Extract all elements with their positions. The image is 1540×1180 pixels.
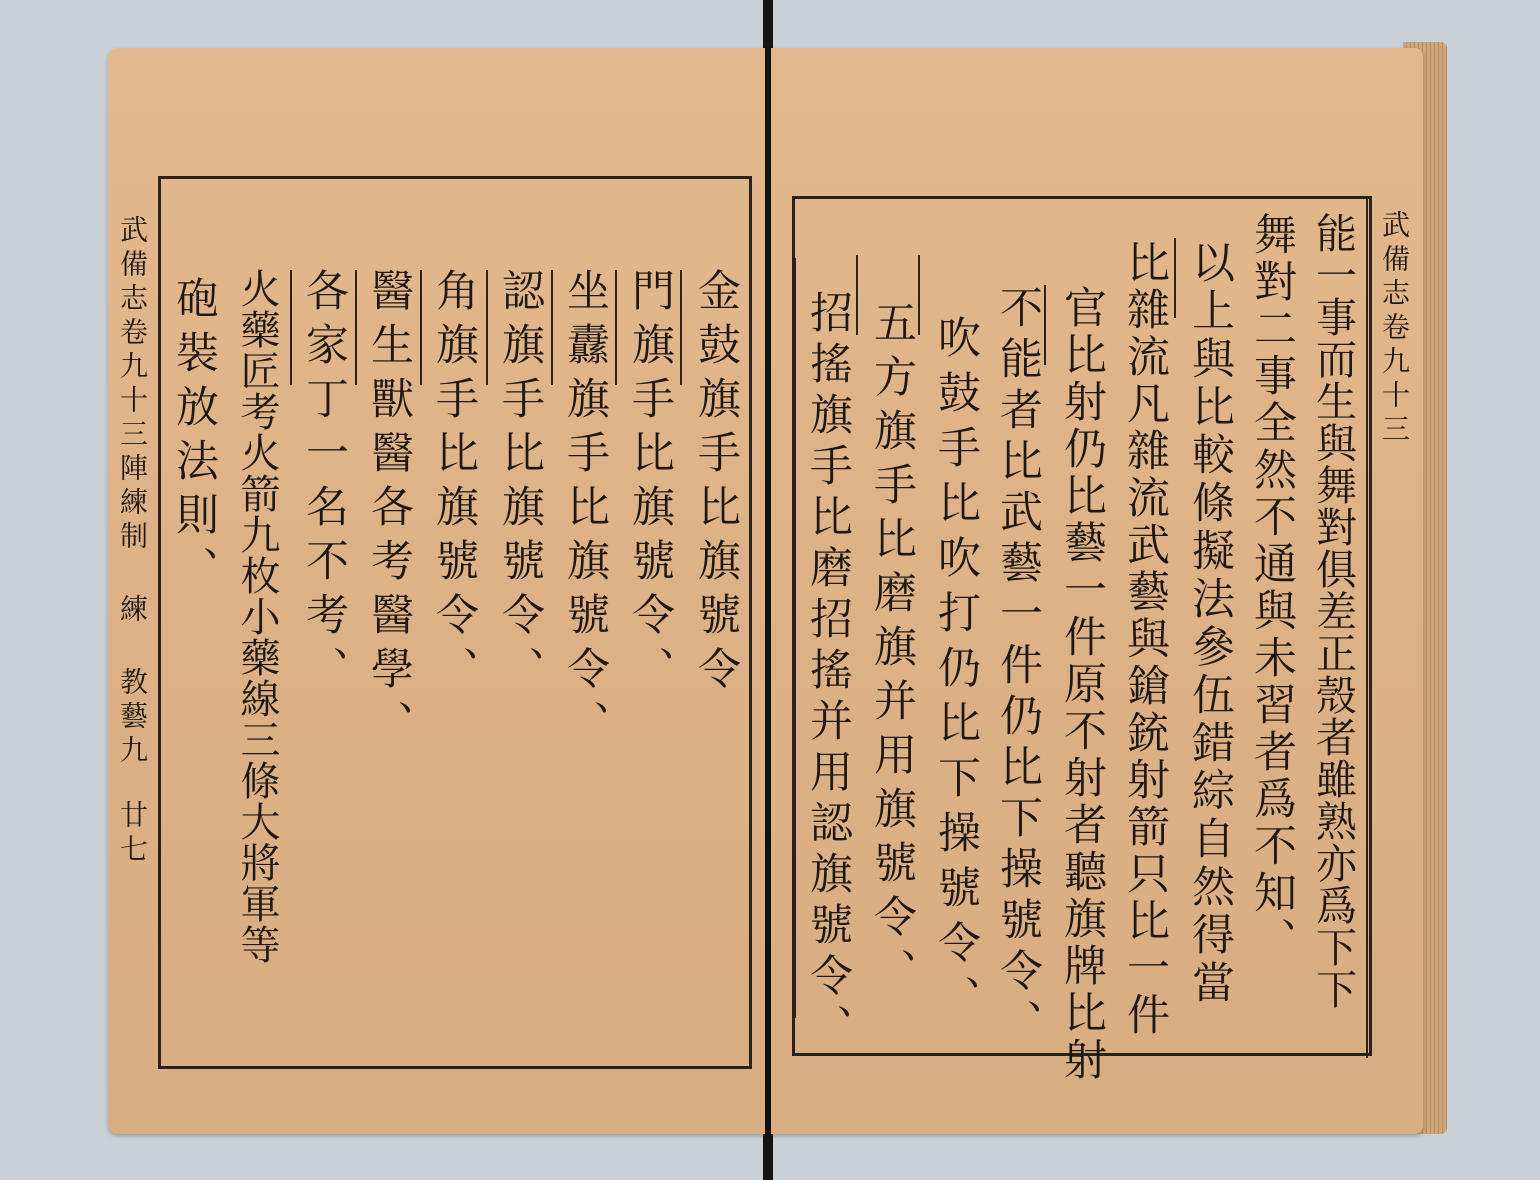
column-rule (680, 270, 682, 385)
left-column-1: 金鼓旗手比旗號令 (691, 268, 741, 700)
right-column-2: 舞對二事全然不通與未習者爲不知、 (1247, 212, 1297, 964)
right-column-3: 以上與比較條擬法參伍錯綜自然得當 (1185, 240, 1235, 1008)
right-column-9: 招搖旗手比磨招搖并用認旗號令、 (803, 290, 853, 1055)
column-rule (856, 255, 858, 335)
left-column-7: 各家丁一名不考、 (299, 268, 349, 700)
right-column-8: 五方旗手比磨旗并用旗號令、 (867, 300, 917, 1002)
left-column-6: 醫生獸醫各考醫學、 (364, 268, 414, 754)
left-column-8: 火藥匠考火箭九枚小藥線三條大將軍等 (234, 268, 280, 965)
column-rule (794, 258, 796, 1018)
left-folio-number: 廿七 (116, 800, 149, 868)
column-rule (1366, 198, 1368, 1058)
left-column-3: 坐纛旗手比旗號令、 (560, 268, 610, 754)
right-column-6: 不能者比武藝一件仍比下操號令、 (993, 285, 1043, 1050)
right-column-1: 能一事而生與舞對俱差正殼者雖熟亦爲下下 (1309, 212, 1357, 1010)
right-column-4: 比雜流凡雜流武藝與鎗銃射箭只比一件 (1120, 240, 1170, 1039)
column-rule (551, 270, 553, 385)
column-rule (1044, 285, 1046, 365)
column-rule (486, 270, 488, 385)
left-column-9: 砲裝放法則、 (169, 276, 219, 600)
right-column-7: 吹鼓手比吹打仍比下操號令、 (931, 315, 981, 1030)
right-column-5: 官比射仍比藝一件原不射者聽旗牌比射 (1057, 285, 1107, 1084)
column-rule (918, 255, 920, 335)
left-side-label: 武備志卷九十三陣練制 練 教藝九 (116, 215, 149, 769)
column-rule (420, 270, 422, 385)
column-rule (615, 270, 617, 385)
left-column-4: 認旗手比旗號令、 (495, 268, 545, 700)
column-rule (1174, 238, 1176, 318)
column-rule (290, 270, 292, 385)
left-column-2: 門旗手比旗號令、 (625, 268, 675, 700)
column-rule (355, 270, 357, 385)
right-side-label: 武備志卷九十三 (1378, 210, 1411, 448)
left-column-5: 角旗手比旗號令、 (429, 268, 479, 700)
